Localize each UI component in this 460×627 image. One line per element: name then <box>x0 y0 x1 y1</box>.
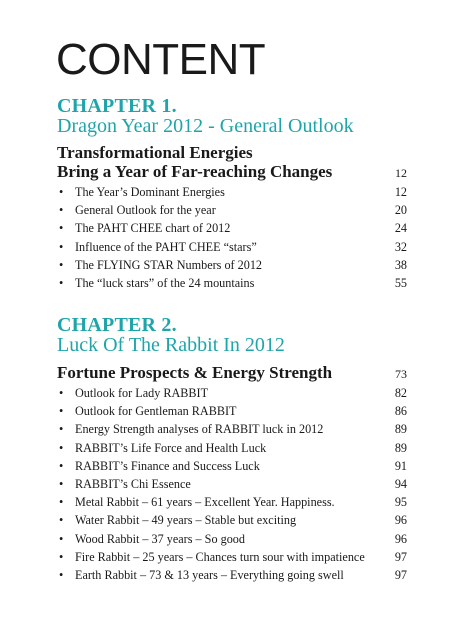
chapter-title: Dragon Year 2012 - General Outlook <box>57 115 354 137</box>
toc-entry-label <box>57 566 344 584</box>
toc-entry-label <box>57 530 245 548</box>
section-page-number: 12 <box>395 166 407 180</box>
toc-entry[interactable] <box>57 256 407 274</box>
bullet-icon: • <box>59 185 64 199</box>
bullet-icon: • <box>59 221 64 236</box>
toc-entry-label <box>57 238 257 256</box>
chapter-title: Luck Of The Rabbit In 2012 <box>57 334 285 356</box>
section-page-number: 73 <box>395 367 407 381</box>
toc-entry-text: Outlook for Gentleman RABBIT <box>75 404 237 419</box>
page-title: CONTENT <box>56 35 266 84</box>
toc-entry-page: 96 <box>394 531 407 546</box>
toc-entry-page: 12 <box>394 185 407 199</box>
bullet-icon: • <box>59 440 64 455</box>
toc-entry-page: 91 <box>394 458 407 473</box>
toc-entry-text: Earth Rabbit – 73 & 13 years – Everything going swell <box>75 567 344 582</box>
toc-entry-label <box>57 256 262 274</box>
bullet-icon: • <box>59 495 64 510</box>
toc-entry[interactable] <box>57 402 407 420</box>
toc-entry-page: 95 <box>394 495 407 510</box>
toc-entry-text: Water Rabbit – 49 years – Stable but exciting <box>75 513 297 528</box>
section-heading-line2: Bring a Year of Far-reaching Changes <box>57 162 333 181</box>
toc-entry-label <box>57 183 225 201</box>
toc-entry-label <box>57 219 230 237</box>
toc-entry[interactable] <box>57 511 407 529</box>
toc-entry-text: The PAHT CHEE chart of 2012 <box>75 221 231 236</box>
toc-entry-page: 38 <box>394 257 407 272</box>
toc-entry-text: RABBIT’s Finance and Success Luck <box>75 458 260 473</box>
bullet-icon: • <box>59 239 64 254</box>
toc-entry[interactable] <box>57 274 407 292</box>
toc-entry-page: 97 <box>394 549 407 564</box>
toc-entry-page: 94 <box>394 476 407 491</box>
toc-entry-page: 89 <box>394 440 407 455</box>
toc-entry-page: 96 <box>394 513 407 528</box>
toc-entry-page: 24 <box>394 221 407 236</box>
section-heading <box>57 363 407 384</box>
bullet-icon: • <box>59 422 64 437</box>
toc-entry-text: The “luck stars” of the 24 mountains <box>75 275 255 290</box>
chapter-2 <box>57 315 407 584</box>
toc-entry[interactable] <box>57 457 407 475</box>
toc-entry-text: Outlook for Lady RABBIT <box>75 386 209 400</box>
toc-entry-label <box>57 493 335 511</box>
toc-entry-text: The FLYING STAR Numbers of 2012 <box>75 257 263 272</box>
toc-entry[interactable] <box>57 530 407 548</box>
toc-entry-page: 55 <box>394 275 407 290</box>
entry-list <box>57 384 407 584</box>
toc-entry-text: Fire Rabbit – 25 years – Chances turn sour with impatience <box>75 549 365 564</box>
toc-entry-page: 32 <box>394 239 407 254</box>
toc-entry[interactable] <box>57 238 407 256</box>
toc-entry-text: Influence of the PAHT CHEE “stars” <box>75 239 257 254</box>
toc-entry-page: 97 <box>394 567 407 582</box>
toc-entry[interactable] <box>57 475 407 493</box>
toc-entry-label <box>57 548 365 566</box>
bullet-icon: • <box>59 458 64 473</box>
toc-entry-text: General Outlook for the year <box>75 203 216 218</box>
toc-entry-label <box>57 274 254 292</box>
chapter-number: CHAPTER 1. <box>57 95 177 117</box>
toc-entry[interactable] <box>57 219 407 237</box>
chapter-number: CHAPTER 2. <box>57 314 177 336</box>
bullet-icon: • <box>59 531 64 546</box>
section-heading-line1: Transformational Energies <box>57 143 253 162</box>
bullet-icon: • <box>59 257 64 272</box>
toc-entry-page: 82 <box>394 386 407 400</box>
toc-entry-text: RABBIT’s Life Force and Health Luck <box>75 440 267 455</box>
bullet-icon: • <box>59 513 64 528</box>
toc-entry-label <box>57 457 260 475</box>
toc-entry-label <box>57 439 266 457</box>
toc-entry-page: 89 <box>394 422 407 437</box>
bullet-icon: • <box>59 549 64 564</box>
entry-list <box>57 183 407 292</box>
toc-entry[interactable] <box>57 183 407 201</box>
section-heading-line1: Fortune Prospects & Energy Strength <box>57 363 333 382</box>
toc-entry[interactable] <box>57 439 407 457</box>
toc-entry-label <box>57 420 323 438</box>
toc-entry-label <box>57 201 216 219</box>
bullet-icon: • <box>59 567 64 582</box>
toc-entry-page: 20 <box>394 203 407 218</box>
toc-entry-text: The Year’s Dominant Energies <box>75 185 225 199</box>
toc-entry-label <box>57 384 208 402</box>
toc-entry-text: Metal Rabbit – 61 years – Excellent Year. Happiness. <box>75 495 335 510</box>
toc-entry-text: Wood Rabbit – 37 years – So good <box>75 531 245 546</box>
section-heading <box>57 162 407 183</box>
chapter-1 <box>57 96 407 292</box>
toc-entry-page: 86 <box>394 404 407 419</box>
toc-entry[interactable] <box>57 493 407 511</box>
toc-entry-text: RABBIT’s Chi Essence <box>75 476 191 491</box>
toc-entry-label <box>57 511 296 529</box>
bullet-icon: • <box>59 476 64 491</box>
toc-entry[interactable] <box>57 384 407 402</box>
toc-entry[interactable] <box>57 548 407 566</box>
bullet-icon: • <box>59 386 64 400</box>
toc-entry-label <box>57 475 191 493</box>
toc-entry-label <box>57 402 236 420</box>
toc-entry[interactable] <box>57 566 407 584</box>
bullet-icon: • <box>59 203 64 218</box>
bullet-icon: • <box>59 275 64 290</box>
bullet-icon: • <box>59 404 64 419</box>
toc-entry-text: Energy Strength analyses of RABBIT luck in 2012 <box>75 422 324 437</box>
toc-entry[interactable] <box>57 201 407 219</box>
toc-entry[interactable] <box>57 420 407 438</box>
